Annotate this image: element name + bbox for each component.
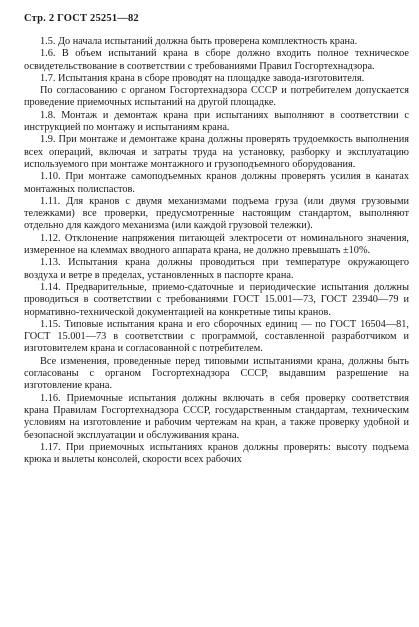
paragraph-1-17: 1.17. При приемочных испытаниях кранов должны проверять: высоту подъема крюка и вылеты консолей, скорости всех рабочих bbox=[24, 441, 409, 466]
paragraph-1-9: 1.9. При монтаже и демонтаже крана должны проверять трудоемкость выполнения всех операций, включая и затраты труда на установку, разборку и эксплуатацию используемого при монтаже монтажного и грузоподъемного оборудования. bbox=[24, 134, 409, 170]
document-body bbox=[24, 36, 409, 466]
paragraph-1-15: 1.15. Типовые испытания крана и его сборочных единиц — по ГОСТ 16504—81, ГОСТ 15.001—73 в соответствии с программой, составленной разработчиком и изготовителем крана и согласованной с потребителем. bbox=[24, 318, 409, 355]
paragraph-1-15-changes: Все изменения, проведенные перед типовыми испытаниями крана, должны быть согласованы с органом Госгортехнадзора СССР, выдавшим разрешение на изготовление крана. bbox=[24, 355, 409, 392]
paragraph-1-7: 1.7. Испытания крана в сборе проводят на площадке завода-изготовителя. bbox=[40, 72, 365, 84]
paragraph-1-13: 1.13. Испытания крана должны проводиться при температуре окружающего воздуха и ветре в пределах, установленных в паспорте крана. bbox=[24, 257, 409, 281]
paragraph-1-12: 1.12. Отклонение напряжения питающей электросети от номинального значения, измеренное на клеммах вводного аппарата крана, не должно превышать ±10%. bbox=[24, 232, 409, 257]
paragraph-1-16: 1.16. Приемочные испытания должны включать в себя проверку соответствия крана Правилам Госгортехнадзора СССР, государственным стандартам, техническим условиям на изготовление и рабочим чертежам на кран, а также проверку удобной и безопасной эксплуатации и обслуживания крана. bbox=[24, 392, 409, 441]
paragraph-1-10: 1.10. При монтаже самоподъемных кранов должны проверять усилия в канатах монтажных полиспастов. bbox=[24, 171, 409, 195]
paragraph-1-6: 1.6. В объем испытаний крана в сборе должно входить полное техническое освидетельствование в соответствии с требованиями Правил Госгортехнадзора. bbox=[24, 48, 409, 72]
page-header: Стр. 2 ГОСТ 25251—82 bbox=[24, 13, 139, 24]
paragraph-1-8: 1.8. Монтаж и демонтаж крана при испытаниях выполняют в соответствии с инструкцией по монтажу и испытаниям крана. bbox=[24, 109, 409, 134]
paragraph-1-5: 1.5. До начала испытаний должна быть проверена комплектность крана. bbox=[40, 36, 358, 47]
paragraph-1-11: 1.11. Для кранов с двумя механизмами подъема груза (или двумя грузовыми тележками) все проверки, предусмотренные настоящим стандартом, выполняют отдельно для каждого механизма (или каждой грузовой тележки). bbox=[24, 195, 409, 232]
paragraph-1-14: 1.14. Предварительные, приемо-сдаточные и периодические испытания должны проводиться в соответствии с требованиями ГОСТ 15.001—73, ГОСТ 23940—79 и нормативно-технической документацией на конкретные типы кранов. bbox=[24, 281, 409, 318]
paragraph-1-7-agreement: По согласованию с органом Госгортехнадзора СССР и потребителем допускается проведение приемочных испытаний на другой площадке. bbox=[24, 85, 409, 109]
